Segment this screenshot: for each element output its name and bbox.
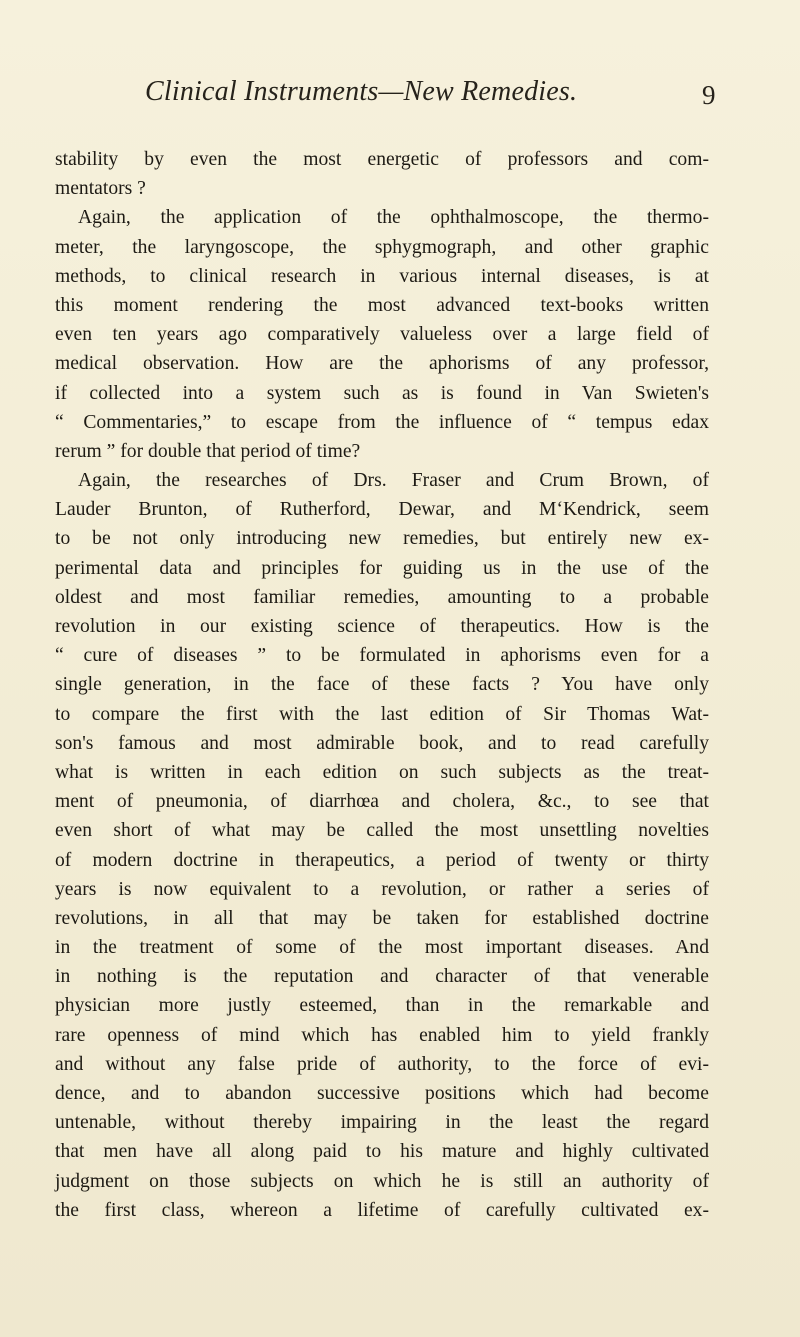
text-line: in the treatment of some of the most important diseases. And bbox=[55, 937, 709, 959]
page-number: 9 bbox=[702, 80, 716, 110]
text-line: revolution in our existing science of therapeutics. How is the bbox=[55, 616, 709, 637]
text-line: “ cure of diseases ” to be formulated in aphorisms even for a bbox=[55, 645, 709, 667]
text-line: what is written in each edition on such subjects as the treat- bbox=[55, 761, 709, 783]
text-line: of modern doctrine in therapeutics, a period of twenty or thirty bbox=[55, 849, 709, 871]
text-line: oldest and most familiar remedies, amounting to a probable bbox=[55, 586, 709, 608]
text-line: untenable, without thereby impairing in the least the regard bbox=[55, 1112, 709, 1134]
text-line: ment of pneumonia, of diarrhœa and cholera, &c., to see that bbox=[55, 791, 709, 813]
text-line: meter, the laryngoscope, the sphygmograph, and other graphic bbox=[55, 236, 709, 258]
text-line: dence, and to abandon successive positions which had become bbox=[55, 1083, 709, 1104]
text-line: even short of what may be called the most unsettling novelties bbox=[55, 820, 709, 842]
text-line: to be not only introducing new remedies, but entirely new ex- bbox=[55, 528, 709, 550]
text-line: methods, to clinical research in various internal diseases, is at bbox=[55, 265, 709, 287]
text-line: that men have all along paid to his mature and highly cultivated bbox=[55, 1141, 709, 1163]
text-line: rare openness of mind which has enabled him to yield frankly bbox=[55, 1024, 709, 1046]
text-line: medical observation. How are the aphorisms of any professor, bbox=[55, 353, 709, 375]
text-line: if collected into a system such as is found in Van Swieten's bbox=[55, 382, 709, 404]
text-line: Again, the researches of Drs. Fraser and Crum Brown, of bbox=[78, 470, 709, 492]
text-line: Again, the application of the ophthalmoscope, the thermo- bbox=[78, 207, 709, 229]
text-line: mentators ? bbox=[55, 178, 146, 200]
text-line: son's famous and most admirable book, and to read carefully bbox=[55, 732, 709, 754]
text-line: perimental data and principles for guiding us in the use of the bbox=[55, 557, 709, 579]
text-line: the first class, whereon a lifetime of carefully cultivated ex- bbox=[55, 1199, 709, 1221]
running-title: Clinical Instruments—New Remedies. bbox=[145, 76, 578, 107]
text-line: to compare the first with the last edition of Sir Thomas Wat- bbox=[55, 703, 709, 725]
text-line: stability by even the most energetic of professors and com- bbox=[55, 149, 709, 170]
text-line: this moment rendering the most advanced text-books written bbox=[55, 294, 709, 316]
text-line: judgment on those subjects on which he is still an authority of bbox=[55, 1170, 709, 1192]
text-line: years is now equivalent to a revolution, or rather a series of bbox=[55, 878, 709, 900]
text-line: and without any false pride of authority, to the force of evi- bbox=[55, 1053, 709, 1075]
text-line: single generation, in the face of these facts ? You have only bbox=[55, 674, 709, 696]
text-line: even ten years ago comparatively valueless over a large field of bbox=[55, 324, 709, 346]
text-line: revolutions, in all that may be taken for established doctrine bbox=[55, 907, 709, 929]
body-text bbox=[55, 145, 709, 1225]
text-line: rerum ” for double that period of time? bbox=[55, 440, 361, 462]
text-line: in nothing is the reputation and character of that venerable bbox=[55, 966, 709, 988]
text-line: Lauder Brunton, of Rutherford, Dewar, and M‘Kendrick, seem bbox=[55, 499, 709, 521]
text-line: “ Commentaries,” to escape from the influence of “ tempus edax bbox=[55, 411, 709, 433]
text-line: physician more justly esteemed, than in the remarkable and bbox=[55, 995, 709, 1017]
